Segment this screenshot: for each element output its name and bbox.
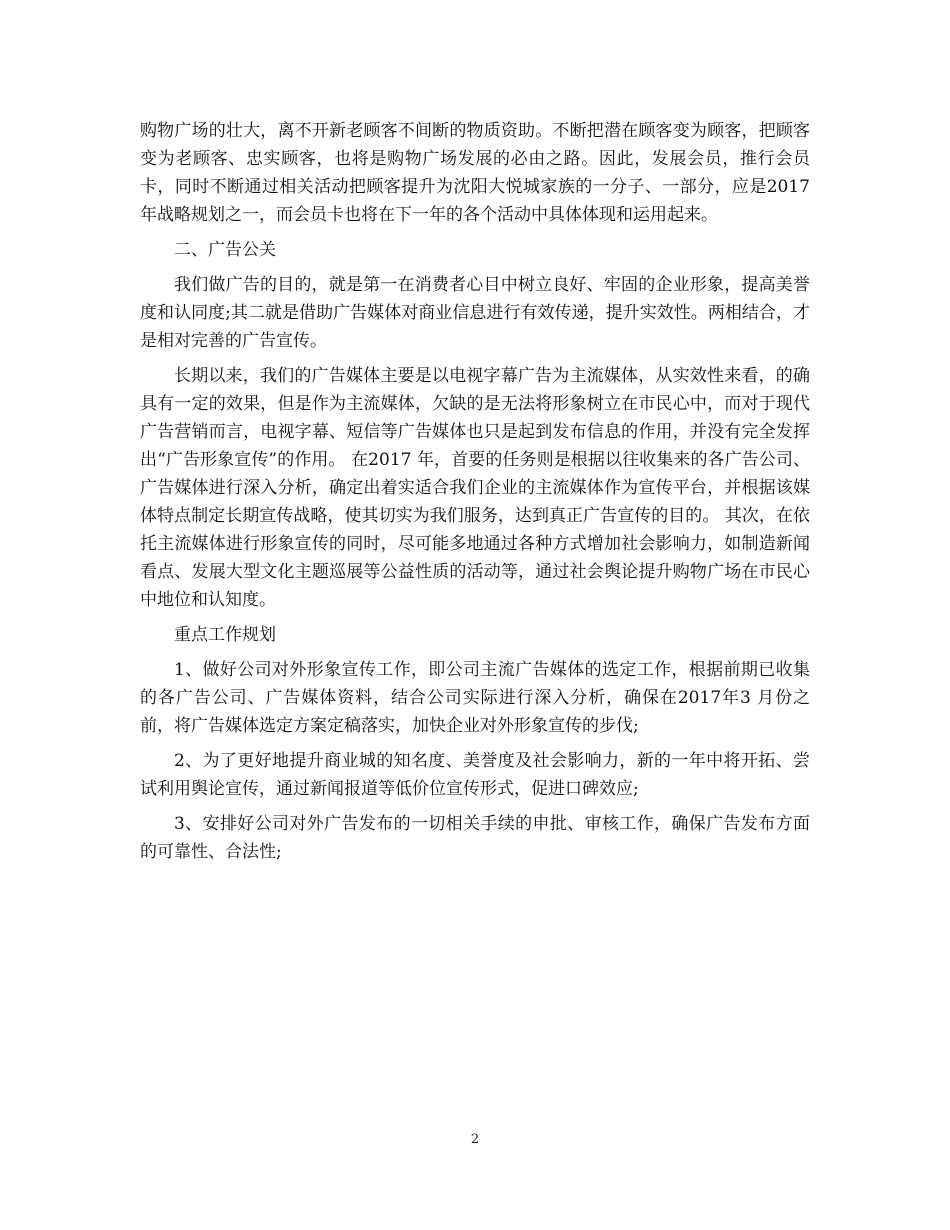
list-item-1: 1、做好公司对外形象宣传工作，即公司主流广告媒体的选定工作，根据前期已收集的各广告公司、广告媒体资料，结合公司实际进行深入分析，确保在2017年3 月份之前，将广告媒体选定方案定稿落实，加快企业对外形象宣传的步伐; <box>140 660 810 736</box>
document-body <box>140 117 810 873</box>
list-item-3: 3、安排好公司对外广告发布的一切相关手续的申批、审核工作，确保广告发布方面的可靠性、合法性; <box>140 814 810 862</box>
list-item-2: 2、为了更好地提升商业城的知名度、美誉度及社会影响力，新的一年中将开拓、尝试利用舆论宣传，通过新闻报道等低价位宣传形式，促进口碑效应; <box>140 751 810 799</box>
paragraph-ad-media: 长期以来，我们的广告媒体主要是以电视字幕广告为主流媒体，从实效性来看，的确具有一定的效果，但是作为主流媒体，欠缺的是无法将形象树立在市民心中，而对于现代广告营销而言，电视字幕、短信等广告媒体也只是起到发布信息的作用，并没有完全发挥出“广告形象宣传”的作用。 在2017 年，首要的任务则是根据以往收集来的各广告公司、广告媒体进行深入分析，确定出着实适合我们企业的主流媒体作为宣传平台，并根据该媒体特点制定长期宣传战略，使其切实为我们服务，达到真正广告宣传的目的。 其次，在依托主流媒体进行形象宣传的同时，尽可能多地通过各种方式增加社会影响力，如制造新闻看点、发展大型文化主题巡展等公益性质的活动等，通过社会舆论提升购物广场在市民心中地位和认知度。 <box>140 366 810 610</box>
section-heading-key-work: 重点工作规划 <box>174 625 276 645</box>
paragraph-ad-purpose: 我们做广告的目的，就是第一在消费者心目中树立良好、牢固的企业形象，提高美誉度和认同度;其二就是借助广告媒体对商业信息进行有效传递，提升实效性。两相结合，才是相对完善的广告宣传。 <box>140 275 810 351</box>
page-number: 2 <box>470 1132 480 1147</box>
section-heading-advertising: 二、广告公关 <box>174 240 276 260</box>
paragraph-membership: 购物广场的壮大，离不开新老顾客不间断的物质资助。不断把潜在顾客变为顾客，把顾客变为老顾客、忠实顾客，也将是购物广场发展的必由之路。因此，发展会员，推行会员卡，同时不断通过相关活动把顾客提升为沈阳大悦城家族的一分子、一部分，应是2017年战略规划之一，而会员卡也将在下一年的各个活动中具体体现和运用起来。 <box>140 121 810 225</box>
